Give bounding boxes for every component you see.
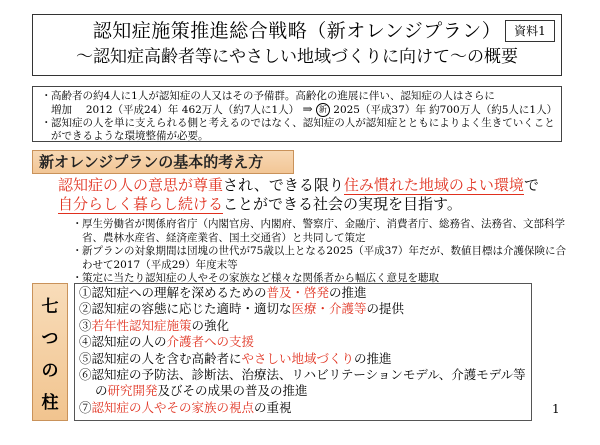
bullet-dot: ・ (72, 272, 83, 284)
background-bullet-2: ・ 認知症の人を単に支えられる側と考えるのではなく、認知症の人が認知症とともによりよく生きていくことができるような環境整備が必要。 (41, 117, 555, 142)
pillar-2: ②認知症の容態に応じた適時・適切な医療・介護等の提供 (79, 301, 405, 317)
list-item: ・ 厚生労働省が関係府省庁（内閣官房、内閣府、警察庁、金融庁、消費者庁、総務省、法務省、文部科学省、農林水産省、経済産業省、国土交通省）と共同して策定 (72, 218, 565, 244)
notes-list (72, 218, 572, 286)
bullet-dot: ・ (41, 117, 52, 129)
arrow-icon: ⇒ (302, 102, 313, 116)
new-mark-icon: 新 (316, 103, 330, 117)
pillar-1: ①認知症への理解を深めるための普及・啓発の推進 (79, 285, 367, 300)
pillar-6: ⑥認知症の予防法、診断法、治療法、リハビリテーションモデル、介護モデル等 (79, 367, 526, 383)
pillar-3: ③若年性認知症施策の強化 (79, 317, 230, 333)
pillar-4: ④認知症の人の介護者への支援 (79, 334, 255, 350)
seven-pillars-label: 七 つ の 柱 (32, 283, 68, 421)
title-box (32, 14, 562, 76)
list-item: ・ 策定に当たり認知症の人やその家族など様々な関係者から幅広く意見を聴取 (72, 272, 439, 284)
background-bullet-1: ・ 高齢者の約4人に1人が認知症の人又はその予備群。高齢化の進展に伴い、認知症の人はさらに 増加 2012（平成24）年 462万人（約7人に1人） ⇒ 新 2025（平成37）年 約700万人（約5人に1人） (41, 90, 558, 116)
concept-header: 新オレンジプランの基本的考え方 (32, 150, 294, 174)
page-number: 1 (552, 402, 560, 416)
bullet-dot: ・ (72, 245, 83, 257)
background-box (32, 86, 562, 142)
pillar-7: ⑦認知症の人やその家族の視点の重視 (79, 399, 292, 415)
bullet-dot: ・ (41, 90, 52, 102)
page-subtitle: ～認知症高齢者等にやさしい地域づくりに向けて～の概要 (76, 47, 518, 67)
concept-statement: 認知症の人の意思が尊重され、できる限り住み慣れた地域のよい環境で 自分らしく暮らし続けることができる社会の実現を目指す。 (58, 176, 539, 213)
pillar-6-continued: の研究開発及びその成果の普及の推進 (95, 383, 308, 399)
page-title: 認知症施策推進総合戦略（新オレンジプラン） (92, 20, 502, 42)
bullet-dot: ・ (72, 218, 83, 230)
material-badge: 資料1 (505, 20, 555, 42)
pillars-list (74, 283, 532, 421)
pillar-5: ⑤認知症の人を含む高齢者にやさしい地域づくりの推進 (79, 350, 392, 366)
list-item: ・ 新プランの対象期間は団塊の世代が75歳以上となる2025（平成37）年だが、数値目標は介護保険に合わせて2017（平成29）年度末等 (72, 245, 566, 271)
